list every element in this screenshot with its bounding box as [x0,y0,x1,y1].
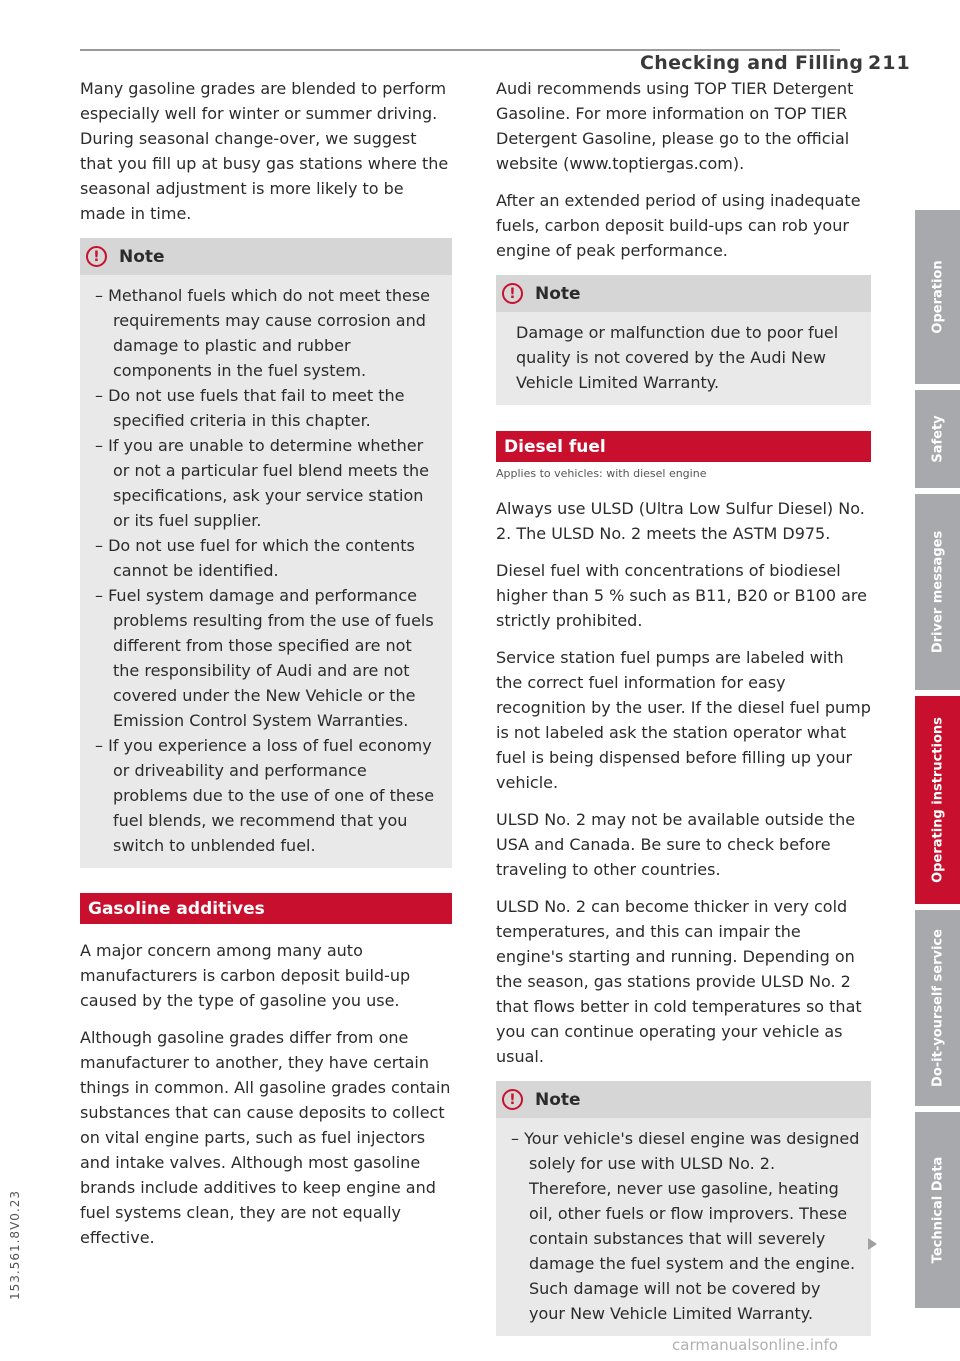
right-column [496,76,871,1336]
tab-technical-data[interactable] [915,1112,960,1308]
list-item: – If you experience a loss of fuel economy or driveability and performance problems due to the use of one of these fuel blends, we recommend that you switch to unblended fuel. [88,733,442,858]
continue-arrow-icon [868,1238,877,1250]
paragraph: ULSD No. 2 can become thicker in very cold temperatures, and this can impair the engine's starting and running. Depending on the season, gas stations provide ULSD No. 2 that flows better in cold temperatures so that you can continue operating your vehicle as usual. [496,897,862,1066]
note-header [80,238,452,275]
paragraph: After an extended period of using inadequate fuels, carbon deposit build-ups can rob your engine of peak performance. [496,191,861,260]
note-label: Note [535,1089,581,1110]
list-item: – Do not use fuels that fail to meet the specified criteria in this chapter. [88,383,442,433]
tab-label: Safety [930,415,945,463]
tab-label: Operation [930,260,945,334]
tab-driver-messages[interactable] [915,494,960,690]
list-item: – If you are unable to determine whether or not a particular fuel blend meets the specifications, ask your service station or its fuel supplier. [88,433,442,533]
tab-operating-instructions[interactable] [915,696,960,904]
note-label: Note [119,246,165,267]
exclamation-circle-icon: ! [502,283,523,304]
paragraph: Service station fuel pumps are labeled with the correct fuel information for easy recognition by the user. If the diesel fuel pump is not labeled ask the station operator what fuel is being dispensed before filling up your vehicle. [496,648,871,792]
tab-label: Technical Data [930,1156,945,1264]
note-text: Damage or malfunction due to poor fuel quality is not covered by the Audi New Vehicle Limited Warranty. [516,323,839,392]
paragraph: Always use ULSD (Ultra Low Sulfur Diesel) No. 2. The ULSD No. 2 meets the ASTM D975. [496,499,865,543]
note-box-methanol [80,238,452,868]
exclamation-circle-icon: ! [502,1089,523,1110]
tab-safety[interactable] [915,390,960,488]
note-box-diesel-engine [496,1081,871,1336]
paragraph: ULSD No. 2 may not be available outside the USA and Canada. Be sure to check before traveling to other countries. [496,810,856,879]
tab-operation[interactable] [915,210,960,384]
applies-to-text: Applies to vehicles: with diesel engine [496,467,707,480]
note-body [80,275,452,868]
note-list [504,1126,861,1326]
page-header-title: Checking and Filling [640,52,864,74]
intro-paragraph: Many gasoline grades are blended to perform especially well for winter or summer driving. During seasonal change-over, we suggest that you fill up at busy gas stations where the seasonal adjustment is more likely to be made in time. [80,79,449,223]
paragraph: Diesel fuel with concentrations of biodiesel higher than 5 % such as B11, B20 or B100 are strictly prohibited. [496,561,867,630]
tab-label: Operating instructions [930,717,945,883]
note-body [496,1118,871,1336]
note-header [496,1081,871,1118]
paragraph: Audi recommends using TOP TIER Detergent Gasoline. For more information on TOP TIER Detergent Gasoline, please go to the official website (www.toptiergas.com). [496,79,854,173]
tab-label: Do-it-yourself service [930,929,945,1087]
section-heading-gasoline-additives: Gasoline additives [80,893,452,924]
list-item: – Do not use fuel for which the contents cannot be identified. [88,533,442,583]
paragraph: A major concern among many auto manufacturers is carbon deposit build-up caused by the type of gasoline you use. [80,941,411,1010]
list-item: – Your vehicle's diesel engine was designed solely for use with ULSD No. 2. Therefore, never use gasoline, heating oil, other fuels or flow improvers. These contain substances that will severely damage the fuel system and the engine. Such damage will not be covered by your New Vehicle Limited Warranty. [504,1126,861,1326]
list-item: – Fuel system damage and performance problems resulting from the use of fuels different from those specified are not the responsibility of Audi and are not covered under the New Vehicle or the Emission Control System Warranties. [88,583,442,733]
exclamation-circle-icon: ! [86,246,107,267]
tab-label: Driver messages [930,530,945,654]
tab-do-it-yourself-service[interactable] [915,910,960,1106]
section-heading-diesel-fuel: Diesel fuel [496,431,871,462]
note-box-warranty [496,275,871,405]
watermark: carmanualsonline.info [672,1336,838,1354]
list-item: – Methanol fuels which do not meet these requirements may cause corrosion and damage to plastic and rubber components in the fuel system. [88,283,442,383]
left-column [80,76,452,1262]
header-rule [80,49,840,51]
page-number: 211 [868,52,911,74]
note-label: Note [535,283,581,304]
paragraph: Although gasoline grades differ from one manufacturer to another, they have certain things in common. All gasoline grades contain substances that can cause deposits to collect on vital engine parts, such as fuel injectors and intake valves. Although most gasoline brands include additives to keep engine and fuel systems clean, they are not equally effective. [80,1028,451,1247]
note-list [88,283,442,858]
document-code: 153.561.8V0.23 [8,1190,22,1300]
note-body [496,312,871,405]
note-header [496,275,871,312]
